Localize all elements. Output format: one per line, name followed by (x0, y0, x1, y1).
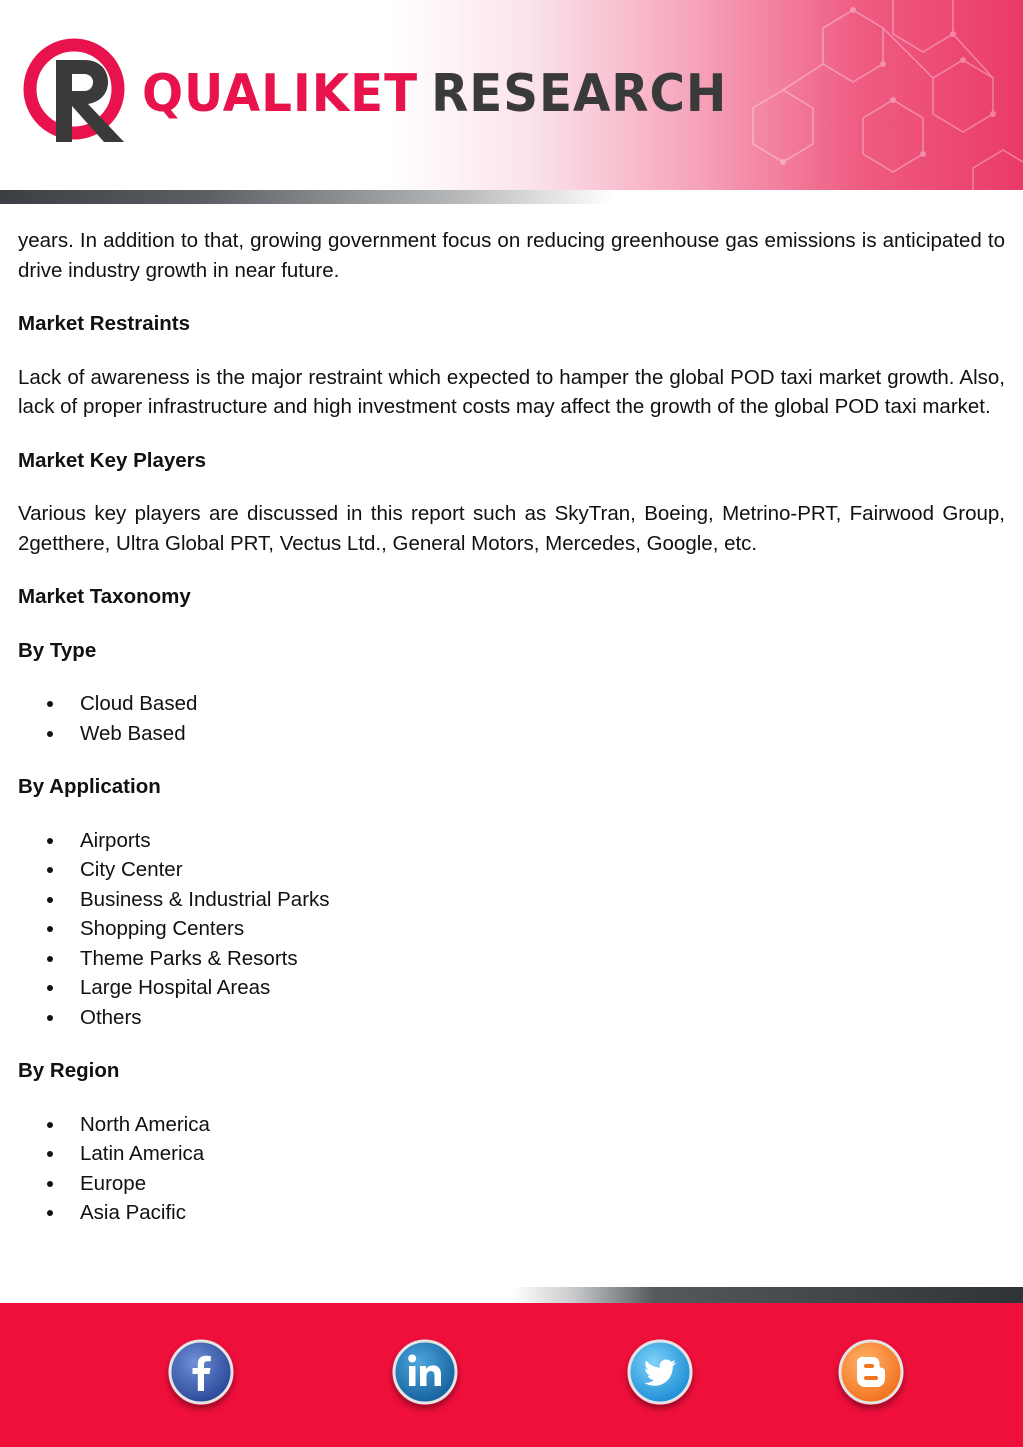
list-item (18, 1198, 1005, 1228)
bullet-icon (47, 985, 53, 991)
list-item-label: Large Hospital Areas (80, 976, 271, 999)
list-item-label: Business & Industrial Parks (80, 887, 330, 911)
key-players-heading: Market Key Players (18, 448, 207, 472)
bullet-icon (47, 1015, 53, 1021)
list-item (18, 855, 1005, 885)
by-application-heading: By Application (18, 775, 161, 798)
page-footer (0, 1303, 1023, 1447)
blogger-icon[interactable] (838, 1339, 904, 1405)
brand-word-qualiket: QUALIKET (142, 64, 419, 124)
taxonomy-heading: Market Taxonomy (18, 585, 191, 608)
list-item (18, 885, 1005, 915)
bullet-icon (47, 1210, 53, 1216)
key-players-paragraph: Various key players are discussed in this report such as SkyTran, Boeing, Metrino-PRT, Fairwood Group, 2getthere, Ultra Global PRT, Vectus Ltd., General Motors, Mercedes, Google, etc. (18, 502, 1005, 555)
list-item-label: Web Based (80, 721, 186, 745)
bullet-icon (47, 1181, 53, 1187)
list-item-label: Cloud Based (80, 692, 198, 715)
list-item-label: City Center (80, 858, 183, 881)
type-list (18, 689, 1005, 748)
bullet-icon (47, 926, 53, 932)
list-item (18, 914, 1005, 944)
document-body (18, 226, 1005, 1228)
bullet-icon (47, 867, 53, 873)
list-item (18, 689, 1005, 719)
restraints-heading: Market Restraints (18, 312, 191, 335)
linkedin-icon[interactable] (392, 1339, 458, 1405)
header-divider-bar (0, 190, 1023, 204)
region-list (18, 1110, 1005, 1228)
bullet-icon (47, 956, 53, 962)
footer-divider-bar (0, 1287, 1023, 1303)
list-item-label: North America (80, 1112, 210, 1136)
list-item-label: Others (80, 1005, 142, 1029)
intro-paragraph: years. In addition to that, growing government focus on reducing greenhouse gas emissions is anticipated to drive industry growth in near future. (18, 229, 1005, 282)
by-type-heading: By Type (18, 638, 97, 662)
brand-name (142, 66, 727, 122)
application-list (18, 826, 1005, 1033)
qualiket-logo-icon (22, 34, 134, 148)
list-item-label: Theme Parks & Resorts (80, 946, 298, 970)
list-item (18, 719, 1005, 749)
bullet-icon (47, 1151, 53, 1157)
list-item (18, 944, 1005, 974)
twitter-icon[interactable] (627, 1339, 693, 1405)
bullet-icon (47, 731, 53, 737)
list-item (18, 1110, 1005, 1140)
facebook-icon[interactable] (168, 1339, 234, 1405)
restraints-paragraph: Lack of awareness is the major restraint which expected to hamper the global POD taxi market growth. Also, lack of proper infrastructure and high investment costs may affect the growth of the global POD taxi market. (18, 365, 1005, 418)
list-item-label: Asia Pacific (80, 1201, 186, 1224)
page-header (0, 0, 1023, 190)
list-item-label: Shopping Centers (80, 917, 245, 940)
brand-word-research: RESEARCH (431, 64, 728, 124)
list-item (18, 1139, 1005, 1169)
list-item-label: Airports (80, 828, 151, 852)
by-region-heading: By Region (18, 1059, 120, 1082)
bullet-icon (47, 897, 53, 903)
list-item-label: Europe (80, 1171, 147, 1195)
bullet-icon (47, 1122, 53, 1128)
list-item (18, 973, 1005, 1003)
bullet-icon (47, 701, 53, 707)
list-item-label: Latin America (80, 1142, 205, 1165)
bullet-icon (47, 838, 53, 844)
list-item (18, 1169, 1005, 1199)
list-item (18, 826, 1005, 856)
list-item (18, 1003, 1005, 1033)
